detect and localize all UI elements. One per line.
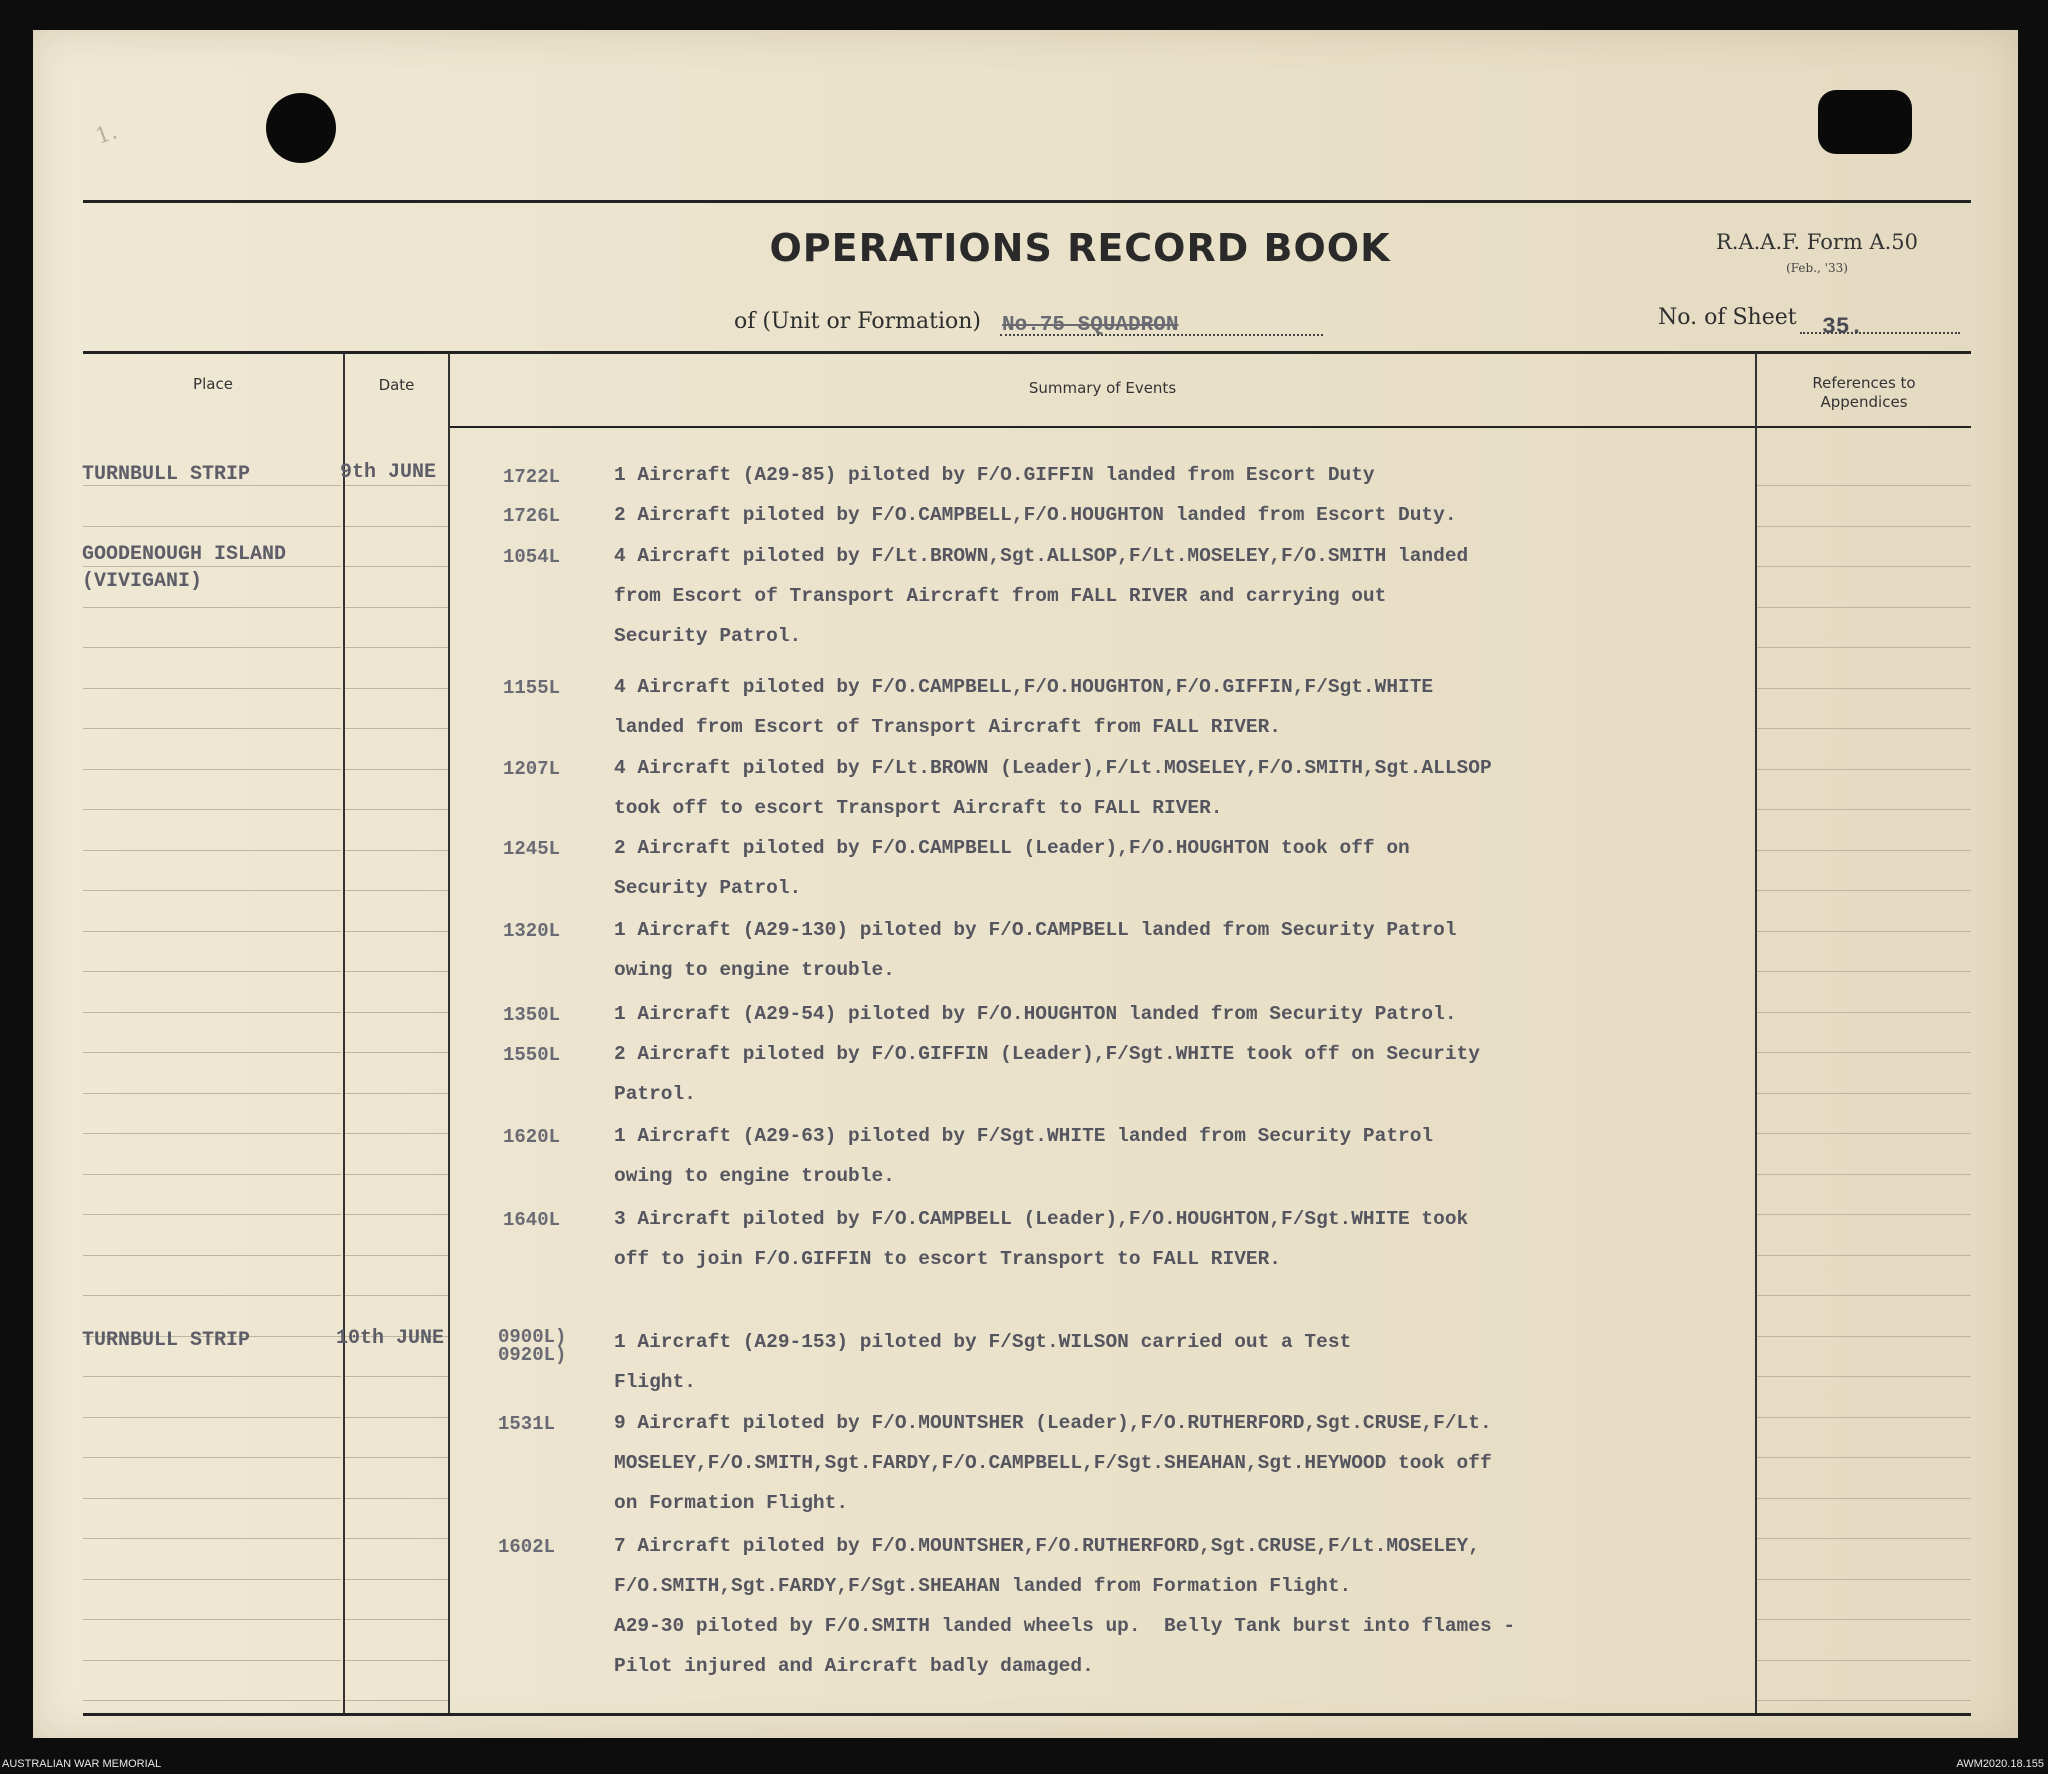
ruled-line [83,1538,341,1539]
ruled-line [83,769,341,770]
entry-time: 0900L) 0920L) [498,1326,567,1366]
ruled-line [345,1133,448,1134]
ruled-line [83,1295,341,1296]
ruled-line [345,728,448,729]
entry-text: 1 Aircraft (A29-63) piloted by F/Sgt.WHITE landed from Security Patrol owing to engine trouble. [614,1125,1434,1187]
ruled-line [83,1133,341,1134]
punch-hole-left [266,93,336,163]
ruled-line [83,1255,341,1256]
ruled-line [1757,1498,1971,1499]
ruled-line [345,1538,448,1539]
place-entry: TURNBULL STRIP [82,463,251,486]
ruled-line [83,1417,341,1418]
ruled-line [83,1052,341,1053]
punch-hole-right [1818,90,1912,154]
date-entry: 10th JUNE [336,1327,445,1350]
ruled-line [1757,971,1971,972]
ruled-line [345,1619,448,1620]
ruled-line [83,1498,341,1499]
entry-time: 1550L [503,1044,561,1066]
ruled-line [83,1174,341,1175]
entry-text: 4 Aircraft piloted by F/Lt.BROWN,Sgt.ALLSOP,F/Lt.MOSELEY,F/O.SMITH landed from Escort of Transport Aircraft from FALL RIVER and carrying out Security Patrol. [614,545,1469,647]
entry-time: 1155L [503,677,561,699]
place-entry: GOODENOUGH ISLAND (VIVIGANI) [82,543,287,593]
ruled-line [83,850,341,851]
entry-time: 1722L [503,466,561,488]
ruled-line [1757,1214,1971,1215]
ruled-line [1757,485,1971,486]
entry-time: 1245L [503,838,561,860]
entry-text: 3 Aircraft piloted by F/O.CAMPBELL (Leader),F/O.HOUGHTON,F/Sgt.WHITE took off to join F/O.GIFFIN to escort Transport to FALL RIVER. [614,1208,1469,1270]
ruled-line [345,1700,448,1701]
ruled-line [345,647,448,648]
ruled-line [1757,1376,1971,1377]
form-date: (Feb., '33) [1786,261,1848,275]
entry-time: 1531L [498,1413,556,1435]
ruled-line [345,1457,448,1458]
ruled-line [1757,566,1971,567]
ruled-line [345,1660,448,1661]
ruled-line [345,1255,448,1256]
ruled-line [83,1012,341,1013]
entry-time: 1350L [503,1004,561,1026]
entry-time: 1602L [498,1536,556,1558]
ruled-line [1757,728,1971,729]
ruled-line [1757,1295,1971,1296]
sheet-number-value: 35. [1822,314,1864,340]
ruled-line [1757,1700,1971,1701]
ruled-line [83,1619,341,1620]
ruled-line [1757,1619,1971,1620]
ruled-line [83,1579,341,1580]
ruled-line [83,688,341,689]
entry-time: 1207L [503,758,561,780]
ruled-line [83,890,341,891]
date-column-divider [448,353,450,1713]
ruled-line [1757,1012,1971,1013]
ruled-line [83,971,341,972]
column-header-date: Date [378,376,415,394]
entry-text: 2 Aircraft piloted by F/O.GIFFIN (Leader),F/Sgt.WHITE took off on Security Patrol. [614,1043,1480,1105]
ruled-line [345,1295,448,1296]
entry-text: 4 Aircraft piloted by F/Lt.BROWN (Leader),F/Lt.MOSELEY,F/O.SMITH,Sgt.ALLSOP took off to escort Transport Aircraft to FALL RIVER. [614,757,1492,819]
ruled-line [83,1660,341,1661]
ruled-line [1757,1174,1971,1175]
ruled-line [1757,1255,1971,1256]
column-header-references: References to Appendices [1812,374,1916,411]
ruled-line [345,1093,448,1094]
entry-text: 2 Aircraft piloted by F/O.CAMPBELL (Leader),F/O.HOUGHTON took off on Security Patrol. [614,837,1410,899]
entry-text: 7 Aircraft piloted by F/O.MOUNTSHER,F/O.RUTHERFORD,Sgt.CRUSE,F/Lt.MOSELEY, F/O.SMITH,Sgt.FARDY,F/Sgt.SHEAHAN landed from Formation Flight. A29-30 piloted by F/O.SMITH landed wheels up. Belly Tank burst into flames - Pilot injured and Aircraft badly damaged. [614,1535,1516,1677]
unit-value: No.75 SQUADRON [1002,314,1179,337]
entry-text: 2 Aircraft piloted by F/O.CAMPBELL,F/O.HOUGHTON landed from Escort Duty. [614,504,1457,526]
ruled-line [1757,1133,1971,1134]
ruled-line [1757,850,1971,851]
ruled-line [1757,1417,1971,1418]
ruled-line [83,1214,341,1215]
ruled-line [1757,647,1971,648]
entry-text: 1 Aircraft (A29-85) piloted by F/O.GIFFIN landed from Escort Duty [614,464,1375,486]
entry-text: 1 Aircraft (A29-54) piloted by F/O.HOUGHTON landed from Security Patrol. [614,1003,1457,1025]
archive-reference: AWM2020.18.155 [1956,1758,2044,1770]
table-bottom-rule [83,1713,1971,1716]
margin-note: 1. [92,119,121,150]
ruled-line [83,1457,341,1458]
entry-time: 1726L [503,505,561,527]
ruled-line [345,607,448,608]
ruled-line [83,1376,341,1377]
ruled-line [345,688,448,689]
ruled-line [345,485,448,486]
sheet-number-label: No. of Sheet [1658,305,1797,330]
unit-label: of (Unit or Formation) [734,309,981,334]
ruled-line [83,1093,341,1094]
entry-text: 1 Aircraft (A29-130) piloted by F/O.CAMPBELL landed from Security Patrol owing to engine trouble. [614,919,1457,981]
date-entry: 9th JUNE [340,461,437,484]
ruled-line [83,607,341,608]
ruled-line [1757,931,1971,932]
ruled-line [345,1052,448,1053]
archive-credit: AUSTRALIAN WAR MEMORIAL [2,1758,162,1770]
ruled-line [345,526,448,527]
entry-time: 1320L [503,920,561,942]
ruled-line [83,1700,341,1701]
ruled-line [83,728,341,729]
ruled-line [345,890,448,891]
ruled-line [83,931,341,932]
ruled-line [345,850,448,851]
ruled-line [345,1214,448,1215]
summary-header-rule [450,426,1755,428]
entry-text: 4 Aircraft piloted by F/O.CAMPBELL,F/O.HOUGHTON,F/O.GIFFIN,F/Sgt.WHITE landed from Escort of Transport Aircraft from FALL RIVER. [614,676,1434,738]
ruled-line [345,971,448,972]
ruled-line [83,526,341,527]
ruled-line [1757,1457,1971,1458]
references-header-rule [1757,426,1971,428]
entry-text: 9 Aircraft piloted by F/O.MOUNTSHER (Leader),F/O.RUTHERFORD,Sgt.CRUSE,F/Lt. MOSELEY,F/O.SMITH,Sgt.FARDY,F/O.CAMPBELL,F/Sgt.SHEAHAN,Sgt.HEYWOOD took off on Formation Flight. [614,1412,1492,1514]
ruled-line [345,566,448,567]
place-entry: TURNBULL STRIP [82,1329,251,1352]
ruled-line [345,769,448,770]
ruled-line [345,931,448,932]
ruled-line [345,809,448,810]
column-header-place: Place [193,375,233,393]
ruled-line [1757,809,1971,810]
column-header-summary: Summary of Events [1028,379,1177,397]
ruled-line [1757,607,1971,608]
ruled-line [345,1174,448,1175]
ruled-line [345,1498,448,1499]
ruled-line [345,1579,448,1580]
ruled-line [345,1376,448,1377]
ruled-line [1757,769,1971,770]
ruled-line [345,1417,448,1418]
entry-text: 1 Aircraft (A29-153) piloted by F/Sgt.WILSON carried out a Test Flight. [614,1331,1352,1393]
header-bottom-rule [83,351,1971,354]
ruled-line [1757,1093,1971,1094]
ruled-line [83,647,341,648]
place-column-divider [343,353,345,1713]
ruled-line [1757,1660,1971,1661]
entry-time: 1620L [503,1126,561,1148]
ruled-line [1757,688,1971,689]
ruled-line [1757,1336,1971,1337]
form-number: R.A.A.F. Form A.50 [1715,230,1919,254]
ruled-line [1757,1538,1971,1539]
ruled-line [1757,890,1971,891]
entry-time: 1640L [503,1209,561,1231]
ruled-line [1757,1052,1971,1053]
ruled-line [1757,1579,1971,1580]
ruled-line [345,1012,448,1013]
ruled-line [83,809,341,810]
header-top-rule [83,200,1971,203]
page-title: OPERATIONS RECORD BOOK [769,226,1391,270]
ruled-line [1757,526,1971,527]
entry-time: 1054L [503,546,561,568]
